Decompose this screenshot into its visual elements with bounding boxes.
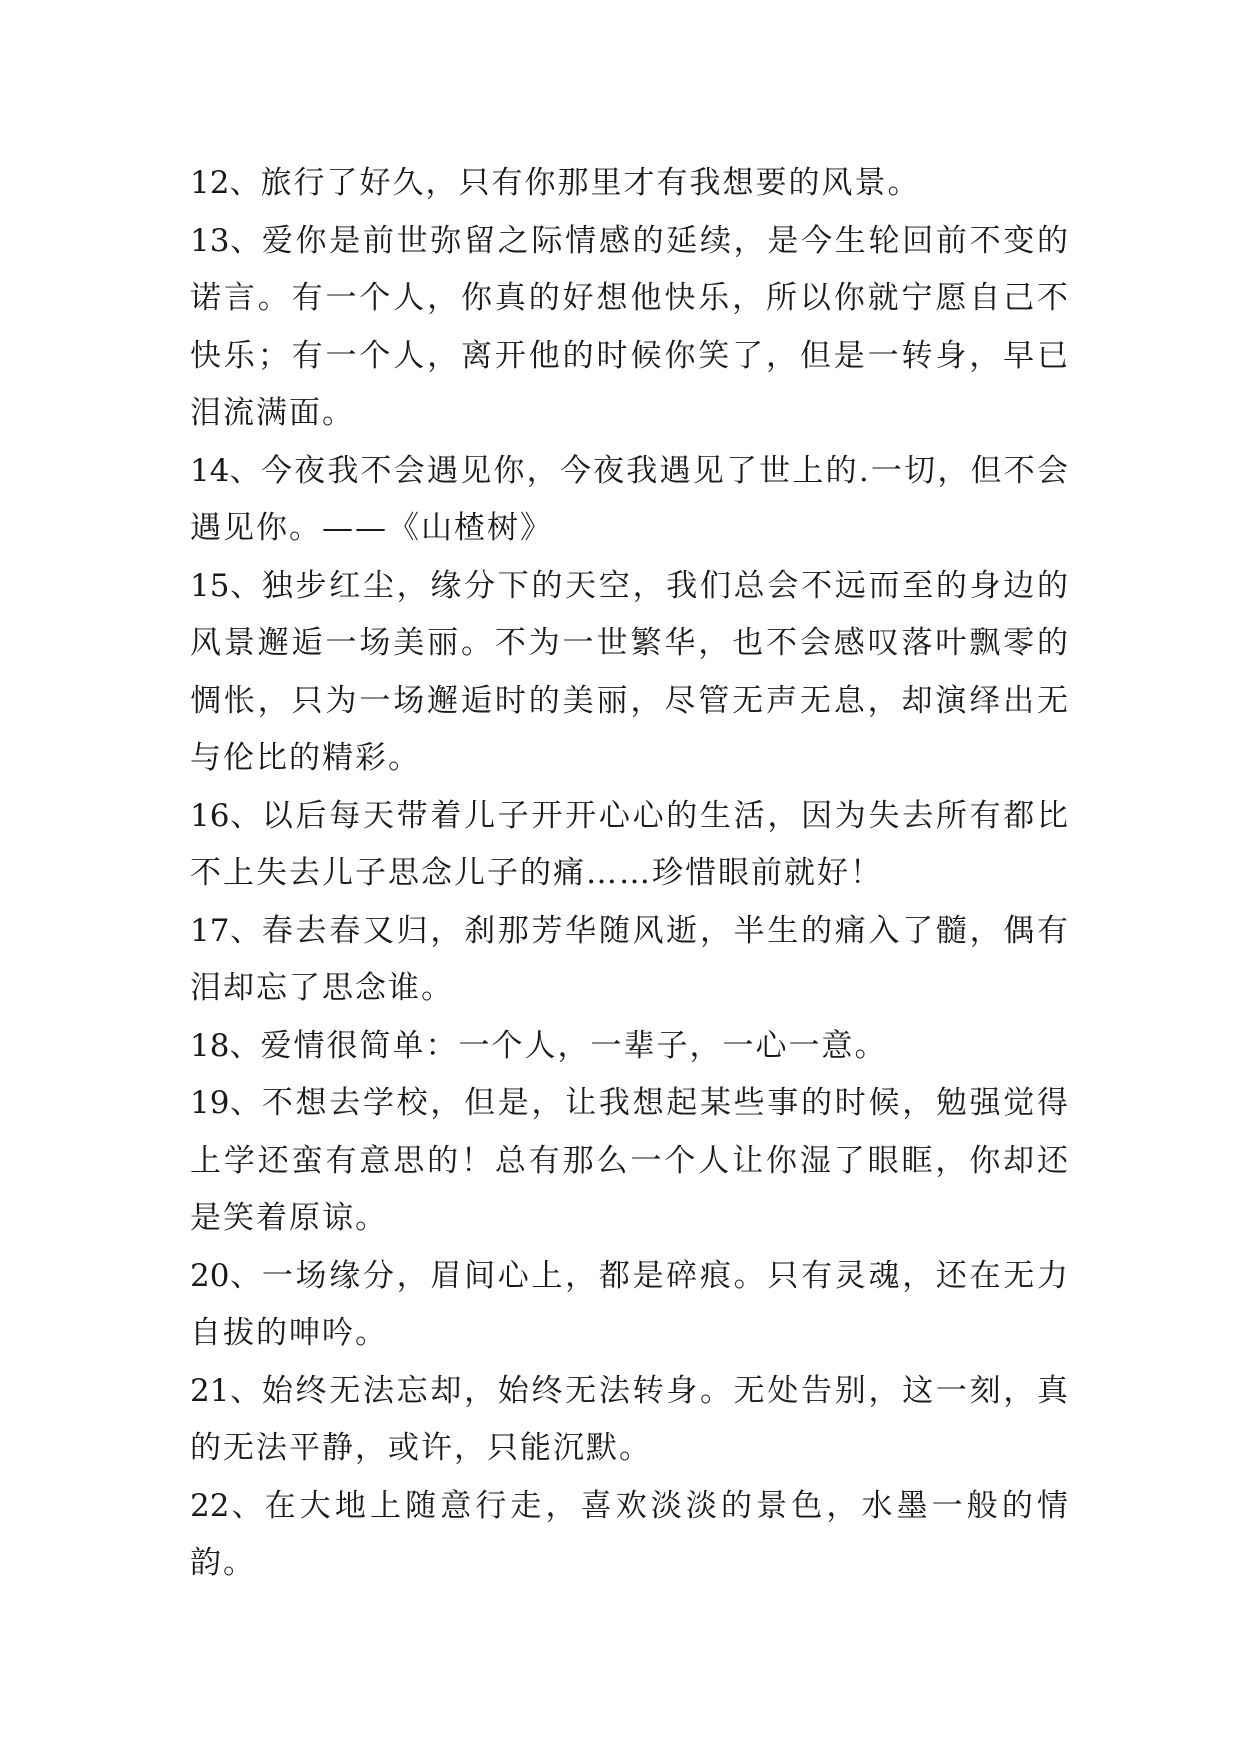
item-text: 爱情很简单：一个人，一辈子，一心一意。 xyxy=(260,1027,888,1064)
list-item xyxy=(190,213,1070,443)
list-item xyxy=(190,1018,1070,1076)
list-item xyxy=(190,558,1070,788)
document-body xyxy=(190,155,1070,1593)
list-item xyxy=(190,1075,1070,1248)
item-text: 旅行了好久，只有你那里才有我想要的风景。 xyxy=(260,165,921,201)
item-number: 16、 xyxy=(190,797,262,834)
item-number: 13、 xyxy=(190,222,262,259)
item-text: 一场缘分，眉间心上，都是碎痕。只有灵魂，还在无力自拔的呻吟。 xyxy=(190,1257,1070,1351)
item-number: 18、 xyxy=(190,1027,261,1064)
item-number: 22、 xyxy=(190,1487,265,1524)
item-number: 15、 xyxy=(190,567,262,604)
list-item xyxy=(190,903,1070,1018)
item-text: 春去春又归，刹那芳华随风逝，半生的痛入了髓，偶有泪却忘了思念谁。 xyxy=(190,912,1070,1006)
list-item xyxy=(190,155,1070,213)
item-number: 12、 xyxy=(190,165,261,201)
item-text: 始终无法忘却，始终无法转身。无处告别，这一刻，真的无法平静，或许，只能沉默。 xyxy=(190,1372,1070,1466)
list-item xyxy=(190,1478,1070,1593)
item-number: 17、 xyxy=(190,912,262,949)
item-number: 19、 xyxy=(190,1085,262,1121)
item-text: 在大地上随意行走，喜欢淡淡的景色，水墨一般的情韵。 xyxy=(190,1487,1071,1581)
list-item xyxy=(190,1248,1070,1363)
item-number: 20、 xyxy=(190,1257,262,1294)
list-item xyxy=(190,443,1070,558)
item-text: 不想去学校，但是，让我想起某些事的时候，勉强觉得上学还蛮有意思的！总有那么一个人让你湿了眼眶，你却还是笑着原谅。 xyxy=(190,1085,1070,1236)
item-text: 独步红尘，缘分下的天空，我们总会不远而至的身边的风景邂逅一场美丽。不为一世繁华，也不会感叹落叶飘零的惆怅，只为一场邂逅时的美丽，尽管无声无息，却演绎出无与伦比的精彩。 xyxy=(190,567,1070,776)
list-item xyxy=(190,1363,1070,1478)
item-number: 14、 xyxy=(190,452,261,489)
item-text: 以后每天带着儿子开开心心的生活，因为失去所有都比不上失去儿子思念儿子的痛……珍惜眼前就好！ xyxy=(190,797,1070,891)
item-text: 今夜我不会遇见你，今夜我遇见了世上的.一切，但不会遇见你。——《山楂树》 xyxy=(190,452,1070,546)
item-number: 21、 xyxy=(190,1372,262,1409)
item-text: 爱你是前世弥留之际情感的延续，是今生轮回前不变的诺言。有一个人，你真的好想他快乐，所以你就宁愿自己不快乐；有一个人，离开他的时候你笑了，但是一转身，早已泪流满面。 xyxy=(190,222,1070,431)
list-item xyxy=(190,788,1070,903)
